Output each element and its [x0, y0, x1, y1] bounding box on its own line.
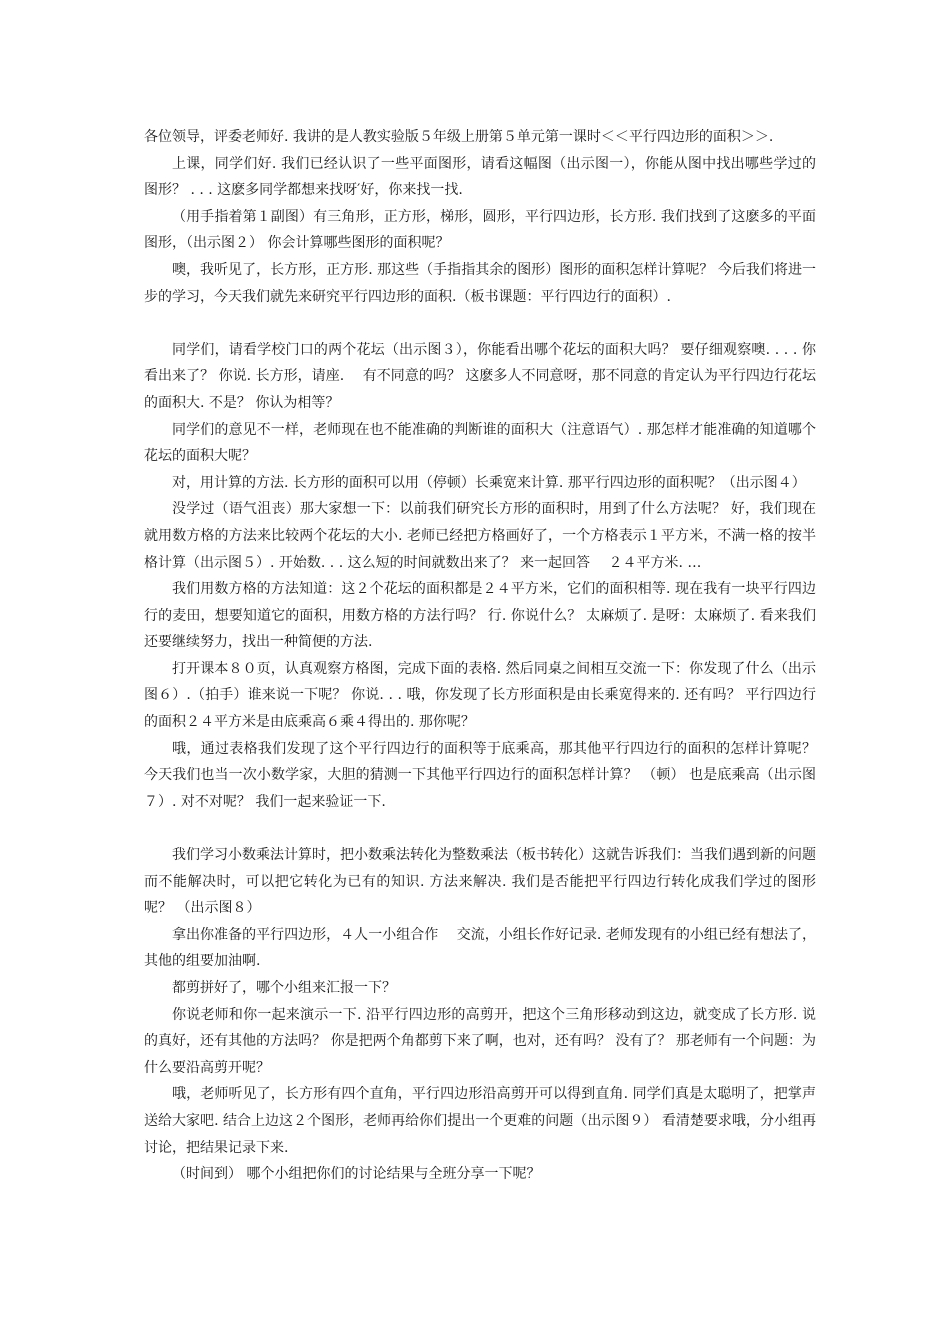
paragraph: 我们学习小数乘法计算时，把小数乘法转化为整数乘法（板书转化）这就告诉我们：当我们遇到新的问题而不能解决时，可以把它转化为已有的知识. 方法来解决. 我们是否能把平行四边行转化成我们学过的图形呢？ （出示图８） — [144, 847, 816, 917]
paragraph: （用手指着第１副图）有三角形，正方形，梯形，圆形，平行四边形，长方形. 我们找到了这麽多的平面图形，（出示图２） 你会计算哪些图形的面积呢？ — [144, 208, 816, 252]
paragraph: 拿出你准备的平行四边形，４人一小组合作 交流，小组长作好记录. 老师发现有的小组已经有想法了，其他的组要加油啊. — [144, 926, 816, 970]
paragraph: 同学们，请看学校门口的两个花坛（出示图３），你能看出哪个花坛的面积大吗？ 要仔细观察噢. . . . 你看出来了？ 你说. 长方形，请座. 有不同意的吗？ 这麽多人不同意呀，那不同意的肯定认为平行四边行花坛的面积大. 不是？ 你认为相等？ — [144, 341, 816, 411]
paragraph: 对，用计算的方法. 长方形的面积可以用（停顿）长乘宽来计算. 那平行四边形的面积呢？（出示图４） — [172, 474, 806, 491]
paragraph: 没学过（语气沮丧）那大家想一下：以前我们研究长方形的面积时，用到了什么方法呢？ 好，我们现在就用数方格的方法来比较两个花坛的大小. 老师已经把方格画好了，一个方格表示１平方米，不满一格的按半格计算（出示图５）. 开始数. . . 这么短的时间就数出来了？ 来一起回答 ２４平方米. … — [144, 501, 816, 571]
blank-line — [144, 815, 816, 842]
paragraph: 你说老师和你一起来演示一下. 沿平行四边形的高剪开，把这个三角形移动到这边，就变成了长方形. 说的真好，还有其他的方法吗？ 你是把两个角都剪下来了啊，也对，还有吗？ 没有了？ 那老师有一个问题：为什么要沿高剪开呢？ — [144, 1006, 816, 1076]
paragraph: （时间到） 哪个小组把你们的讨论结果与全班分享一下呢？ — [172, 1166, 541, 1183]
paragraph-intro: 各位领导，评委老师好. 我讲的是人教实验版５年级上册第５单元第一课时＜＜平行四边形的面积＞＞. — [144, 129, 774, 145]
paragraph: 我们用数方格的方法知道：这２个花坛的面积都是２４平方米，它们的面积相等. 现在我有一块平行四边行的麦田，想要知道它的面积，用数方格的方法行吗？ 行. 你说什么？ 太麻烦了. 是呀：太麻烦了. 看来我们还要继续努力，找出一种简便的方法. — [144, 581, 816, 651]
document-page — [144, 124, 816, 1188]
paragraph: 哦，老师听见了，长方形有四个直角，平行四边形沿高剪开可以得到直角. 同学们真是太聪明了，把掌声送给大家吧. 结合上边这２个图形，老师再给你们提出一个更难的问题（出示图９） 看清楚要求哦，分小组再讨论，把结果记录下来. — [144, 1086, 816, 1156]
blank-line — [144, 310, 816, 337]
paragraph: 噢，我听见了，长方形，正方形. 那这些（手指指其余的图形）图形的面积怎样计算呢？ 今后我们将进一步的学习，今天我们就先来研究平行四边形的面积.（板书课题：平行四边行的面积）. — [144, 261, 816, 305]
paragraph: 上课，同学们好. 我们已经认识了一些平面图形，请看这幅图（出示图一），你能从图中找出哪些学过的图形？ . . . 这麽多同学都想来找呀′好，你来找一找. — [144, 155, 816, 199]
paragraph: 哦，通过表格我们发现了这个平行四边行的面积等于底乘高，那其他平行四边行的面积的怎样计算呢？ 今天我们也当一次小数学家，大胆的猜测一下其他平行四边行的面积怎样计算？ （顿） 也是底乘高（出示图７）. 对不对呢？ 我们一起来验证一下. — [144, 740, 816, 810]
paragraph: 都剪拼好了，哪个小组来汇报一下？ — [172, 980, 396, 996]
paragraph: 打开课本８０页，认真观察方格图，完成下面的表格. 然后同桌之间相互交流一下：你发现了什么（出示图６）.（拍手）谁来说一下呢？ 你说. . . 哦，你发现了长方形面积是由长乘宽得来的. 还有吗？ 平行四边行的面积２４平方米是由底乘高６乘４得出的. 那你呢？ — [144, 660, 816, 731]
paragraph: 同学们的意见不一样，老师现在也不能准确的判断谁的面积大（注意语气）. 那怎样才能准确的知道哪个花坛的面积大呢？ — [144, 421, 816, 465]
